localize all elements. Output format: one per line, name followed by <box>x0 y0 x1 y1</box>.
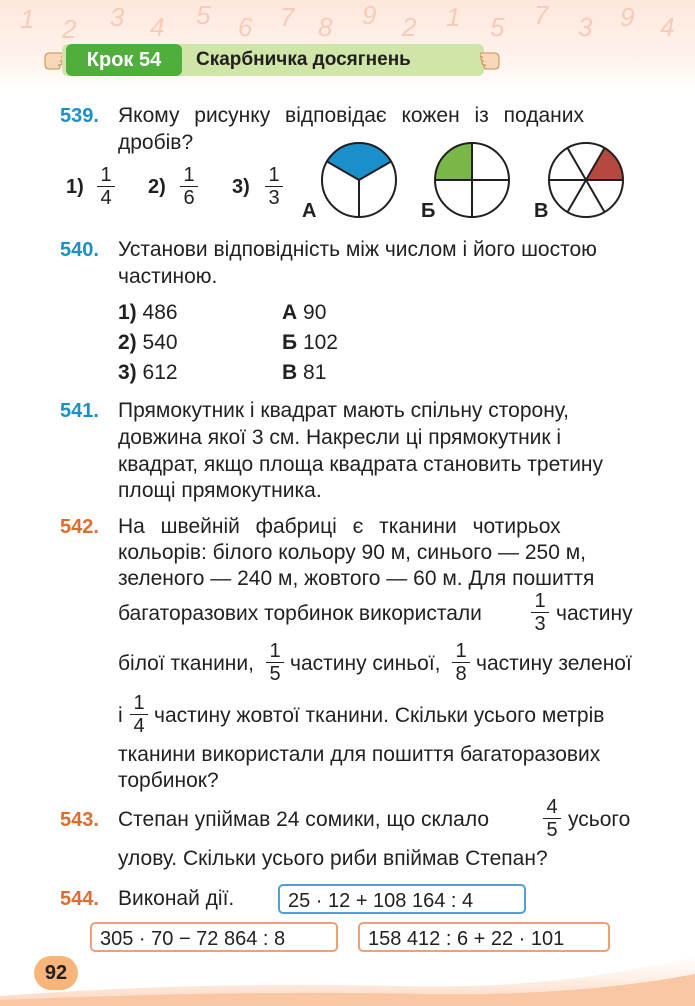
task-text: Установи відповідність між числом і його шостою <box>118 238 597 261</box>
fraction <box>97 164 115 209</box>
expression-box: 305 · 70 − 72 864 : 8 <box>90 922 338 952</box>
background-digit: 3 <box>578 12 593 42</box>
background-digit: 2 <box>62 14 77 44</box>
task-text: площі прямокутника. <box>118 479 322 502</box>
fraction-denominator: 3 <box>534 613 546 635</box>
background-digit: 6 <box>238 12 253 42</box>
fraction-numerator: 1 <box>133 692 145 714</box>
fraction-numerator: 1 <box>455 640 467 662</box>
task-text: усього <box>568 808 631 831</box>
task-text: частину синьої, <box>290 652 441 675</box>
page-title: Скарбничка досягнень <box>196 49 411 70</box>
background-digit: 5 <box>196 0 211 30</box>
task-text: квадрат, якщо площа квадрата становить третину <box>118 453 604 476</box>
fraction-denominator: 5 <box>546 819 558 841</box>
fraction <box>531 590 549 635</box>
task-text: частину <box>556 602 633 625</box>
fraction-denominator: 6 <box>183 187 195 209</box>
figure-label: Б <box>421 200 436 222</box>
expression-box: 158 412 : 6 + 22 · 101 <box>358 922 610 952</box>
shaded-sector <box>586 148 623 180</box>
shaded-sector <box>326 142 392 180</box>
task-number: 543. <box>60 809 99 831</box>
task-text: тканини використали для пошиття багаторазових <box>118 743 601 766</box>
circle-quarters-figure <box>434 142 510 218</box>
footer-wave <box>0 886 695 1006</box>
fraction <box>180 164 198 209</box>
task-text: частину жовтої тканини. Скільки усього метрів <box>154 704 605 727</box>
fraction-denominator: 4 <box>133 715 145 737</box>
task-text: зеленого — 240 м, жовтого — 60 м. Для пошиття <box>118 567 595 590</box>
figure-label: А <box>302 200 317 222</box>
fraction-numerator: 1 <box>269 640 281 662</box>
match-right-item: Б 102 <box>282 331 338 354</box>
task-number: 544. <box>60 888 99 910</box>
task-text: частиною. <box>118 265 218 288</box>
background-digit: 4 <box>150 12 165 42</box>
task-number: 539. <box>60 105 99 127</box>
circle-thirds-figure <box>321 142 397 218</box>
match-left-item: 2) 540 <box>118 331 178 354</box>
match-left-item: 3) 612 <box>118 361 178 384</box>
background-digit: 1 <box>20 4 35 34</box>
task-number: 540. <box>60 239 99 261</box>
background-digit: 3 <box>110 2 125 32</box>
step-badge: Крок 54 <box>66 44 182 76</box>
match-right-item: А 90 <box>282 301 327 324</box>
task-text: На швейній фабриці є тканини чотирьох <box>118 515 561 538</box>
pointing-hand-right-icon <box>480 47 502 73</box>
task-text: довжина якої 3 см. Накресли ці прямокутник і <box>118 426 562 449</box>
fraction <box>543 796 561 841</box>
option-label: 3) <box>232 176 250 198</box>
background-digit: 9 <box>362 0 377 30</box>
task-text: і <box>118 704 123 727</box>
option-label: 1) <box>66 176 84 198</box>
fraction-denominator: 5 <box>269 663 281 685</box>
fraction-numerator: 1 <box>268 164 280 186</box>
task-number: 541. <box>60 400 99 422</box>
task-text: багаторазових торбинок використали <box>118 602 482 625</box>
task-text: Виконай дії. <box>118 887 235 910</box>
fraction <box>130 692 148 737</box>
option-label: 2) <box>148 176 166 198</box>
fraction-numerator: 1 <box>534 590 546 612</box>
expression-box: 25 · 12 + 108 164 : 4 <box>278 884 526 914</box>
task-text: торбинок? <box>118 769 219 792</box>
task-text: білої тканини, <box>118 652 254 675</box>
task-text: Степан упіймав 24 сомики, що склало <box>118 808 490 831</box>
match-right-item: В 81 <box>282 361 327 384</box>
background-digit: 9 <box>620 2 635 32</box>
page-number: 92 <box>34 956 78 990</box>
background-digit: 7 <box>280 2 295 32</box>
task-text: дробів? <box>118 131 194 154</box>
circle-sixths-figure <box>548 142 624 218</box>
figure-label: В <box>534 200 549 222</box>
fraction-denominator: 3 <box>268 187 280 209</box>
background-digit: 1 <box>446 2 461 32</box>
fraction-denominator: 8 <box>455 663 467 685</box>
pointing-hand-left-icon <box>42 47 64 73</box>
task-text: улову. Скільки усього риби впіймав Степан? <box>118 847 548 870</box>
fraction <box>265 164 283 209</box>
fraction <box>452 640 470 685</box>
fraction-numerator: 1 <box>183 164 195 186</box>
task-text: частину зеленої <box>476 652 632 675</box>
fraction-numerator: 4 <box>546 796 558 818</box>
background-digit: 5 <box>490 12 505 42</box>
task-text: Прямокутник і квадрат мають спільну сторону, <box>118 399 570 422</box>
task-text: кольорів: білого кольору 90 м, синього — 250 м, <box>118 541 586 564</box>
match-left-item: 1) 486 <box>118 301 178 324</box>
background-digit: 4 <box>660 12 675 42</box>
fraction-denominator: 4 <box>100 187 112 209</box>
background-digit: 8 <box>318 12 333 42</box>
fraction <box>266 640 284 685</box>
fraction-numerator: 1 <box>100 164 112 186</box>
background-digit: 7 <box>534 0 549 30</box>
task-number: 542. <box>60 516 99 538</box>
task-text: Якому рисунку відповідає кожен із поданих <box>118 104 584 127</box>
background-digit: 2 <box>402 12 417 42</box>
